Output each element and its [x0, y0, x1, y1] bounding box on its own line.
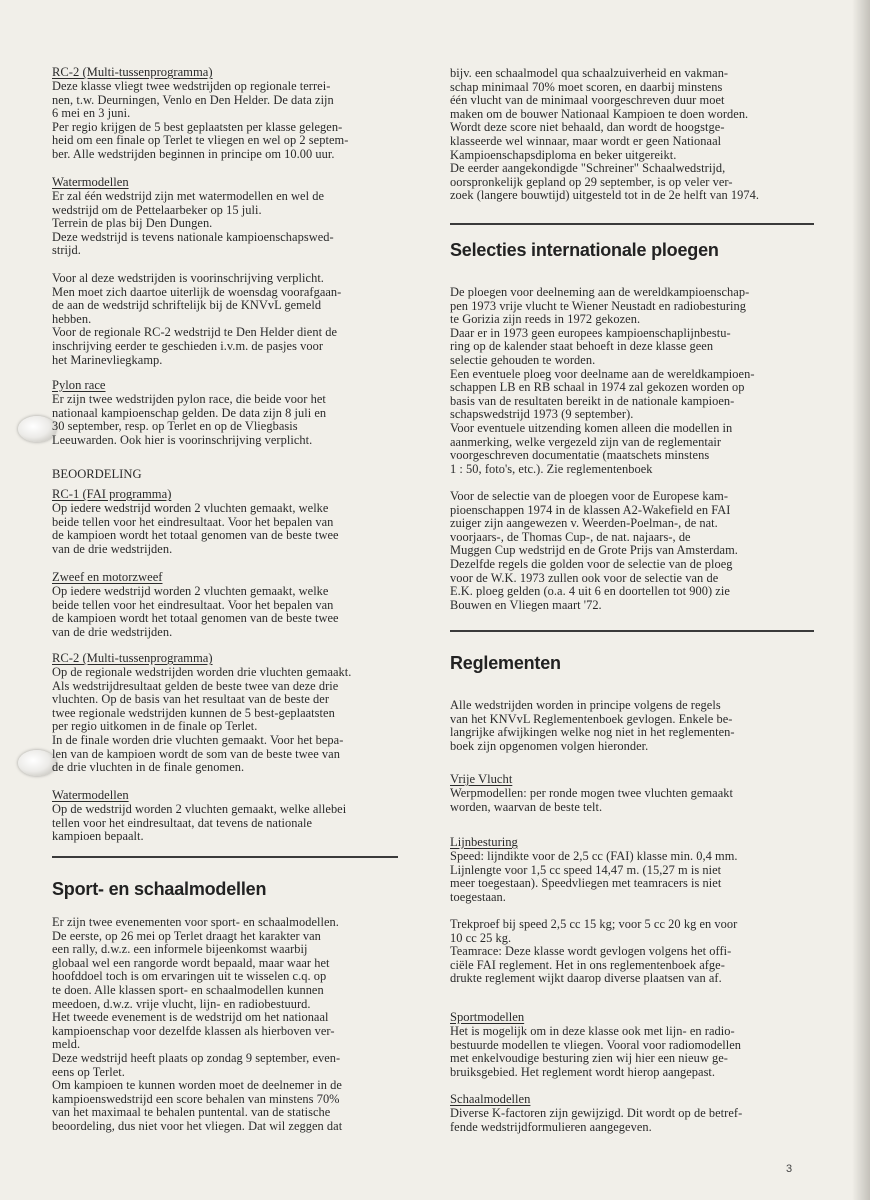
watermodellen-text: Er zal één wedstrijd zijn met watermodellen en wel de wedstrijd om de Pettelaarbeker op 15 juli. Terrein de plas bij Den Dungen. Deze wedstrijd is tevens nationale kampioenschapswed- strijd. [52, 189, 334, 258]
zweef-text: Op iedere wedstrijd worden 2 vluchten gemaakt, welke beide tellen voor het eindresultaat. Voor het bepalen van de kampioen wordt het totaal genomen van de beste twee van de drie wedstrijden. [52, 584, 339, 639]
vrije-vlucht-heading: Vrije Vlucht [450, 772, 513, 786]
watermodellen-b-heading: Watermodellen [52, 788, 129, 802]
pylon-text: Er zijn twee wedstrijden pylon race, die beide voor het nationaal kampioenschap gelden. De data zijn 8 juli en 30 september, resp. op Terlet en op de Vliegbasis Leeuwarden. Ook hier is voorinschrijving verplicht. [52, 392, 327, 447]
rc2-text: Deze klasse vliegt twee wedstrijden op regionale terrei- nen, t.w. Deurningen, Venlo en Den Helder. De data zijn 6 mei en 3 juni. Per regio krijgen de 5 best geplaatsten per klasse gelegen- heid om een finale op Terlet te vliegen en wel op 2 septem- ber. Alle wedstrijden beginnen in principe om 10.00 uur. [52, 79, 349, 161]
schaalmodellen-heading: Schaalmodellen [450, 1092, 531, 1106]
watermodellen-b-text: Op de wedstrijd worden 2 vluchten gemaakt, welke allebei tellen voor het eindresultaat, dat tevens de nationale kampioen bepaalt. [52, 802, 347, 844]
rc2-heading: RC-2 (Multi-tussenprogramma) [52, 65, 213, 79]
sport-schaal-text: Er zijn twee evenementen voor sport- en schaalmodellen. De eerste, op 26 mei op Terlet draagt het karakter van een rally, d.w.z. een informele bijeenkomst waarbij globaal wel een rangorde wordt bepaald, maar waar het hoofddoel toch is om ervaringen uit te wisselen c.q. op te doen. Alle klassen sport- en schaalmodellen kunnen meedoen, d.w.z. vrije vlucht, lijn- en radiobestuurd. Het tweede evenement is de wedstrijd om het nationaal kampioenschap voor dezelfde klassen als hierboven ver- meld. Deze wedstrijd heeft plaats op zondag 9 september, even- eens op Terlet. Om kampioen te kunnen worden moet de deelnemer in de kampioenswedstrijd een score behalen van minstens 70% van het maximaal te behalen puntental. van de statische beoordeling, dus niet voor het vliegen. Dat wil zeggen dat [52, 915, 343, 1133]
sport-schaal-title: Sport- en schaalmodellen [52, 879, 267, 899]
rc1-text: Op iedere wedstrijd worden 2 vluchten gemaakt, welke beide tellen voor het eindresultaat. Voor het bepalen van de kampioen wordt het totaal genomen van de beste twee van de drie wedstrijden. [52, 501, 339, 556]
trekproef-text: Trekproef bij speed 2,5 cc 15 kg; voor 5 cc 20 kg en voor 10 cc 25 kg. Teamrace: Deze klasse wordt gevlogen volgens het offi- ciële FAI reglement. Het in ons reglementenboek afge- drukte reglement wijkt daarop diverse plaatsen van af. [450, 917, 738, 986]
zweef-heading: Zweef en motorzweef [52, 570, 163, 584]
section-rule [450, 630, 814, 632]
rc2b-text: Op de regionale wedstrijden worden drie vluchten gemaakt. Als wedstrijdresultaat gelden de beste twee van deze drie vluchten. Op de basis van het resultaat van de beste der twee regionale wedstrijden kunnen de 5 best-geplaatsten per regio uitkomen in de finale op Terlet. In de finale worden drie vluchten gemaakt. Voor het bepa- len van de kampioen wordt de som van de beste twee van de drie vluchten in de finale genomen. [52, 665, 352, 775]
rc2b-heading: RC-2 (Multi-tussenprogramma) [52, 651, 213, 665]
watermodellen-heading: Watermodellen [52, 175, 129, 189]
punch-hole-bottom [18, 750, 56, 776]
reglementen-title: Reglementen [450, 653, 561, 673]
section-rule [52, 856, 398, 858]
vrije-vlucht-text: Werpmodellen: per ronde mogen twee vluchten gemaakt worden, waarvan de beste telt. [450, 786, 733, 814]
page-number: 3 [786, 1163, 793, 1175]
pylon-heading: Pylon race [52, 378, 106, 392]
schaalmodellen-text: Diverse K-factoren zijn gewijzigd. Dit wordt op de betref- fende wedstrijdformulieren aangegeven. [450, 1106, 743, 1134]
reglementen-text: Alle wedstrijden worden in principe volgens de regels van het KNVvL Reglementenboek gevlogen. Enkele be- langrijke afwijkingen welke nog niet in het reglementen- boek zijn opgenomen volgen hieronder. [450, 698, 735, 753]
page-edge-shadow [852, 0, 870, 1200]
sportmodellen-text: Het is mogelijk om in deze klasse ook met lijn- en radio- bestuurde modellen te vliegen. Vooral voor radiomodellen met enkelvoudige besturing zien wij hier een nieuw ge- bruiksgebied. Het reglement wordt hierop aangepast. [450, 1024, 742, 1079]
voorinschrijving-text: Voor al deze wedstrijden is voorinschrijving verplicht. Men moet zich daartoe uiterlijk de woensdag voorafgaan- de aan de wedstrijd schriftelijk bij de KNVvL gemeld hebben. Voor de regionale RC-2 wedstrijd te Den Helder dient de inschrijving eerder te geschieden i.v.m. de pasjes voor het Marinevliegkamp. [52, 271, 342, 367]
selecties-title: Selecties internationale ploegen [450, 240, 719, 260]
section-rule [450, 223, 814, 225]
rc1-heading: RC-1 (FAI programma) [52, 487, 172, 501]
sportmodellen-heading: Sportmodellen [450, 1010, 525, 1024]
continued-text: bijv. een schaalmodel qua schaalzuiverheid en vakman- schap minimaal 70% moet scoren, en daarbij minstens één vlucht van de minimaal voorgeschreven duur moet maken om de bouwer Nationaal Kampioen te doen worden. Wordt deze score niet behaald, dan wordt de hoogstge- klasseerde wel winnaar, maar wordt er geen Nationaal Kampioenschapsdiploma en beker uitgereikt. De eerder aangekondigde "Schreiner" Schaalwedstrijd, oorspronkelijk gepland op 29 september, is op veler ver- zoek (langere bouwtijd) uitgesteld tot in de 2e helft van 1974. [450, 66, 760, 203]
selecties-text-2: Voor de selectie van de ploegen voor de Europese kam- pioenschappen 1974 in de klassen A2-Wakefield en FAI zuiger zijn aangewezen v. Weerden-Poelman-, de nat. voorjaars-, de Thomas Cup-, de nat. najaars-, de Muggen Cup wedstrijd en de Grote Prijs van Amsterdam. Dezelfde regels die golden voor de selectie van de ploeg voor de W.K. 1973 zullen ook voor de selectie van de E.K. ploeg gelden (o.a. 4 uit 6 en doortellen tot 900) zie Bouwen en Vliegen maart '72. [450, 489, 738, 612]
selecties-text: De ploegen voor deelneming aan de wereldkampioenschap- pen 1973 vrije vlucht te Wiener Neustadt en radiobesturing te Gorizia zijn reeds in 1972 gekozen. Daar er in 1973 geen europees kampioenschaplijnbestu- ring op de kalender staat behoeft in deze klasse geen selectie gehouden te worden. Een eventuele ploeg voor deelname aan de wereldkampioen- schappen LB en RB schaal in 1974 zal gekozen worden op basis van de resultaten bereikt in de nationale kampioen- schapswedstrijd 1973 (9 september). Voor eventuele uitzending komen alleen die modellen in aanmerking, welke vergezeld zijn van de reglementair voorgeschreven documentatie (maatschets minstens 1 : 50, foto's, etc.). Zie reglementenboek [450, 285, 755, 476]
beoordeling-heading: BEOORDELING [52, 467, 142, 481]
punch-hole-top [18, 416, 56, 442]
lijnbesturing-text: Speed: lijndikte voor de 2,5 cc (FAI) klasse min. 0,4 mm. Lijnlengte voor 1,5 cc speed 14,47 m. (15,27 m is niet meer toegestaan). Speedvliegen met teamracers is niet toegestaan. [450, 849, 738, 904]
lijnbesturing-heading: Lijnbesturing [450, 835, 518, 849]
